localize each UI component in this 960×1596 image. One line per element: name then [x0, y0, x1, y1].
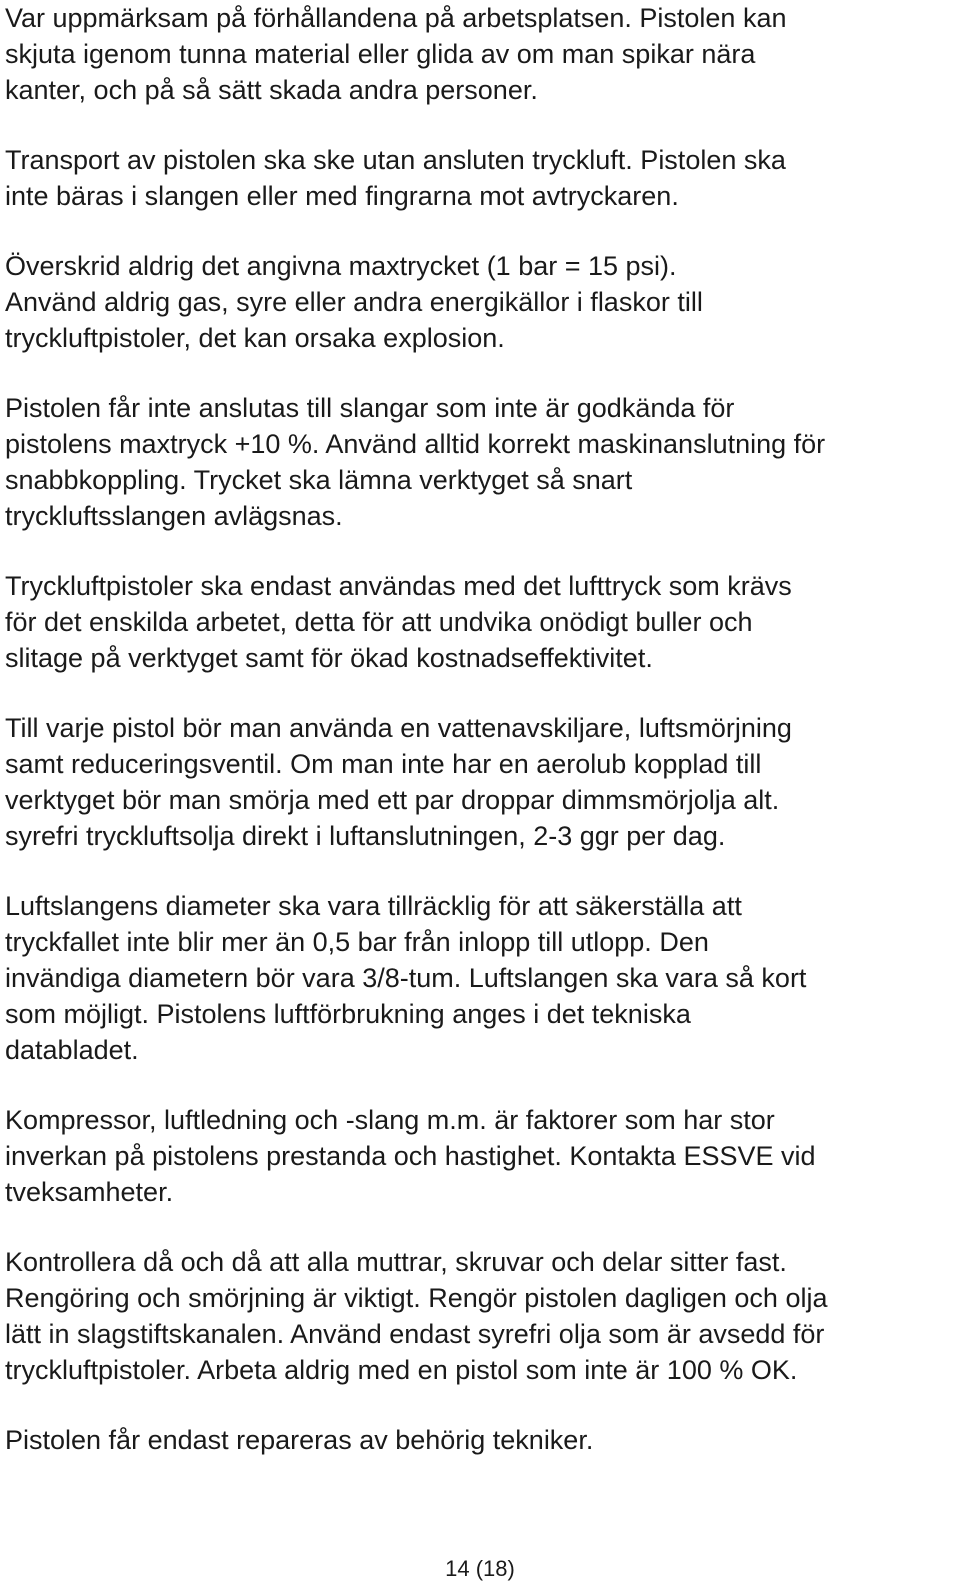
paragraph-spacer: [5, 1068, 955, 1102]
text-line: Luftslangens diameter ska vara tillräcklig för att säkerställa att: [5, 891, 742, 921]
paragraph-repair: [5, 1422, 955, 1458]
text-line: invändiga diametern bör vara 3/8-tum. Luftslangen ska vara så kort: [5, 963, 807, 993]
paragraph-spacer: [5, 854, 955, 888]
text-line: Transport av pistolen ska ske utan ansluten tryckluft. Pistolen ska: [5, 145, 786, 175]
paragraph-spacer: [5, 534, 955, 568]
text-line: Tryckluftpistoler ska endast användas med det lufttryck som krävs: [5, 571, 792, 601]
text-line: skjuta igenom tunna material eller glida av om man spikar nära: [5, 39, 756, 69]
paragraph-air-pressure-use: [5, 568, 955, 676]
text-line: tryckluftpistoler. Arbeta aldrig med en pistol som inte är 100 % OK.: [5, 1355, 798, 1385]
text-line: inte bäras i slangen eller med fingrarna mot avtryckaren.: [5, 181, 679, 211]
paragraph-maintenance: [5, 1244, 955, 1388]
text-line: Var uppmärksam på förhållandena på arbetsplatsen. Pistolen kan: [5, 3, 787, 33]
text-line: som möjligt. Pistolens luftförbrukning anges i det tekniska: [5, 999, 691, 1029]
text-line: för det enskilda arbetet, detta för att undvika onödigt buller och: [5, 607, 753, 637]
paragraph-workplace-awareness: [5, 0, 955, 108]
paragraph-compressor: [5, 1102, 955, 1210]
paragraph-spacer: [5, 214, 955, 248]
text-line: samt reduceringsventil. Om man inte har en aerolub kopplad till: [5, 749, 762, 779]
text-line: Pistolen får inte anslutas till slangar som inte är godkända för: [5, 393, 735, 423]
text-line: Använd aldrig gas, syre eller andra energikällor i flaskor till: [5, 287, 703, 317]
text-line: inverkan på pistolens prestanda och hastighet. Kontakta ESSVE vid: [5, 1141, 816, 1171]
text-line: tryckfallet inte blir mer än 0,5 bar från inlopp till utlopp. Den: [5, 927, 709, 957]
text-line: syrefri tryckluftsolja direkt i luftanslutningen, 2-3 ggr per dag.: [5, 821, 726, 851]
document-page: [5, 0, 955, 1458]
paragraph-spacer: [5, 108, 955, 142]
text-line: lätt in slagstiftskanalen. Använd endast syrefri olja som är avsedd för: [5, 1319, 825, 1349]
paragraph-spacer: [5, 1388, 955, 1422]
text-line: snabbkoppling. Trycket ska lämna verktyget så snart: [5, 465, 633, 495]
paragraph-spacer: [5, 356, 955, 390]
text-line: databladet.: [5, 1035, 139, 1065]
page-number: 14 (18): [445, 1556, 515, 1581]
text-line: Pistolen får endast repareras av behörig tekniker.: [5, 1425, 594, 1455]
paragraph-spacer: [5, 676, 955, 710]
text-line: tryckluftsslangen avlägsnas.: [5, 501, 343, 531]
text-line: Kompressor, luftledning och -slang m.m. är faktorer som har stor: [5, 1105, 775, 1135]
text-line: Kontrollera då och då att alla muttrar, skruvar och delar sitter fast.: [5, 1247, 787, 1277]
text-line: pistolens maxtryck +10 %. Använd alltid korrekt maskinanslutning för: [5, 429, 826, 459]
paragraph-transport: [5, 142, 955, 214]
text-line: Till varje pistol bör man använda en vattenavskiljare, luftsmörjning: [5, 713, 792, 743]
text-line: verktyget bör man smörja med ett par droppar dimmsmörjolja alt.: [5, 785, 780, 815]
paragraph-spacer: [5, 1210, 955, 1244]
paragraph-max-pressure: [5, 248, 955, 356]
text-line: slitage på verktyget samt för ökad kostnadseffektivitet.: [5, 643, 653, 673]
text-line: Överskrid aldrig det angivna maxtrycket (1 bar = 15 psi).: [5, 251, 677, 281]
paragraph-lubrication-units: [5, 710, 955, 854]
text-line: tryckluftpistoler, det kan orsaka explosion.: [5, 323, 505, 353]
paragraph-hose-connection: [5, 390, 955, 534]
text-line: kanter, och på så sätt skada andra personer.: [5, 75, 538, 105]
text-line: tveksamheter.: [5, 1177, 174, 1207]
paragraph-hose-diameter: [5, 888, 955, 1068]
text-line: Rengöring och smörjning är viktigt. Rengör pistolen dagligen och olja: [5, 1283, 828, 1313]
